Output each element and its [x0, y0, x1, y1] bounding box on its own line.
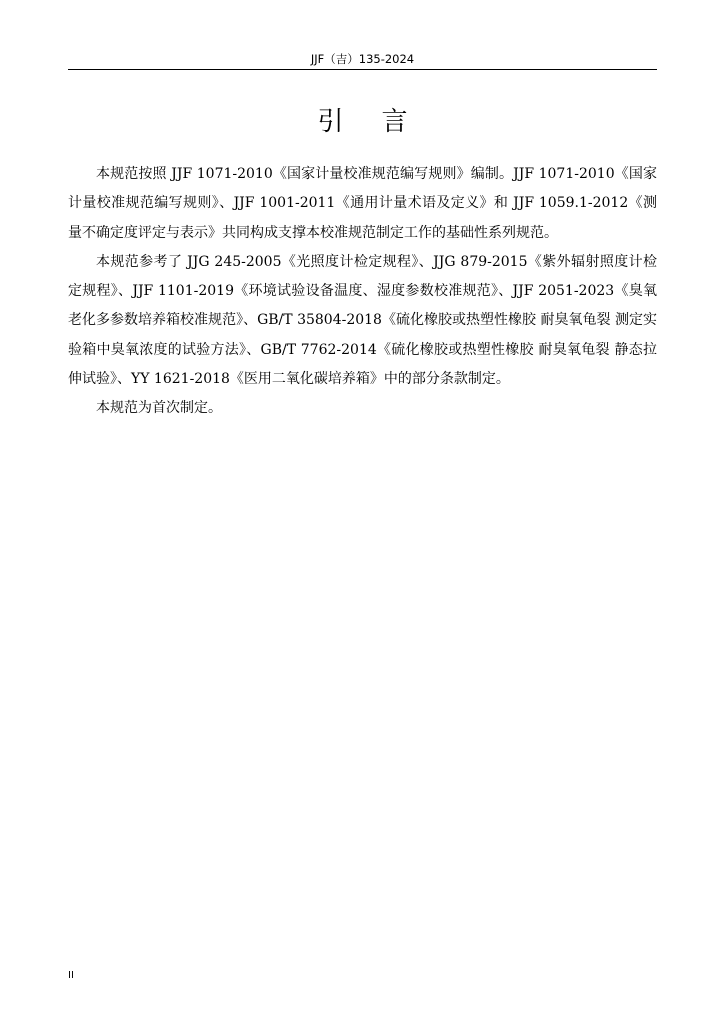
header-divider	[68, 69, 657, 70]
paragraph-3: 本规范为首次制定。	[96, 400, 222, 417]
paragraph-1: 本规范按照 JJF 1071-2010《国家计量校准规范编写规则》编制。JJF 1071-2010《国家计量校准规范编写规则》、JJF 1001-2011《通用计量术语及定义》和 JJF 1059.1-2012《测量不确定度评定与表示》共同构成支撑本校准规范制定工作的基础性系列规范。	[68, 166, 657, 241]
section-title: 引言	[317, 107, 446, 137]
paragraph-2: 本规范参考了 JJG 245-2005《光照度计检定规程》、JJG 879-2015《紫外辐射照度计检定规程》、JJF 1101-2019《环境试验设备温度、湿度参数校准规范》、JJF 2051-2023《臭氧老化多参数培养箱校准规范》、GB/T 35804-2018《硫化橡胶或热塑性橡胶 耐臭氧龟裂 测定实验箱中臭氧浓度的试验方法》、GB/T 7762-2014《硫化橡胶或热塑性橡胶 耐臭氧龟裂 静态拉伸试验》、YY 1621-2018《医用二氧化碳培养箱》中的部分条款制定。	[68, 253, 657, 388]
page-number: II	[68, 970, 74, 981]
body-text	[68, 160, 657, 424]
running-header: JJF（吉）135-2024	[310, 52, 415, 66]
